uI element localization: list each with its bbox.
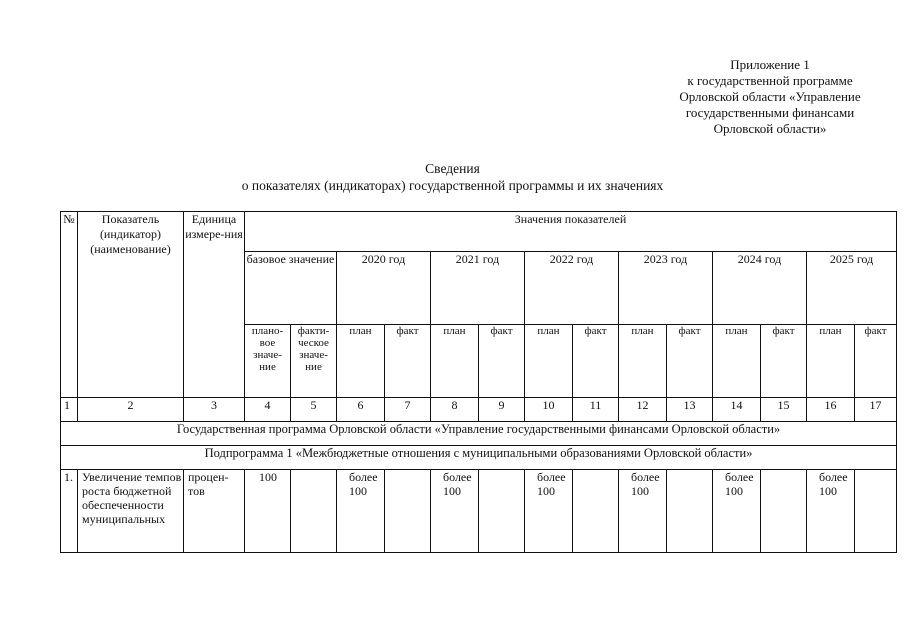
header-year: 2021 год xyxy=(431,252,525,325)
header-year: 2020 год xyxy=(337,252,431,325)
column-number: 1 xyxy=(61,398,78,422)
row-plan-2023: более 100 xyxy=(619,470,667,553)
row-base-fact xyxy=(291,470,337,553)
column-number: 6 xyxy=(337,398,385,422)
program-title: Государственная программа Орловской области «Управление государственными финансами Орловской области» xyxy=(61,422,897,446)
header-fact: факт xyxy=(479,325,525,398)
row-fact-2024 xyxy=(761,470,807,553)
program-row xyxy=(61,422,897,446)
header-plan: план xyxy=(337,325,385,398)
header-row-top xyxy=(61,212,897,252)
header-base-value: базовое значение xyxy=(245,252,337,325)
header-year: 2023 год xyxy=(619,252,713,325)
column-number: 17 xyxy=(855,398,897,422)
row-plan-2025: более 100 xyxy=(807,470,855,553)
column-number: 11 xyxy=(573,398,619,422)
row-number: 1. xyxy=(61,470,78,553)
column-number: 13 xyxy=(667,398,713,422)
column-number: 3 xyxy=(184,398,245,422)
column-number: 8 xyxy=(431,398,479,422)
column-number: 16 xyxy=(807,398,855,422)
header-fact: факт xyxy=(573,325,619,398)
row-plan-2020: более 100 xyxy=(337,470,385,553)
header-number: № xyxy=(61,212,78,398)
header-fact: факт xyxy=(385,325,431,398)
header-plan: план xyxy=(525,325,573,398)
document-title xyxy=(0,160,905,194)
appendix-line: государственными финансами xyxy=(685,105,855,120)
column-number: 7 xyxy=(385,398,431,422)
header-plan: план xyxy=(713,325,761,398)
header-year: 2024 год xyxy=(713,252,807,325)
column-number: 14 xyxy=(713,398,761,422)
title-line-2: о показателях (индикаторах) государственной программы и их значениях xyxy=(241,178,664,193)
row-fact-2025 xyxy=(855,470,897,553)
row-plan-2021: более 100 xyxy=(431,470,479,553)
column-number: 9 xyxy=(479,398,525,422)
header-unit: Единица измере-ния xyxy=(184,212,245,398)
appendix-line: Приложение 1 xyxy=(730,57,810,72)
header-indicator: Показатель (индикатор) (наименование) xyxy=(78,212,184,398)
header-fact: факт xyxy=(761,325,807,398)
header-year: 2022 год xyxy=(525,252,619,325)
indicators-table xyxy=(60,211,897,553)
header-fact: факт xyxy=(667,325,713,398)
row-plan-2024: более 100 xyxy=(713,470,761,553)
subprogram-row xyxy=(61,446,897,470)
column-number: 4 xyxy=(245,398,291,422)
column-number: 15 xyxy=(761,398,807,422)
header-plan: план xyxy=(431,325,479,398)
row-base-plan: 100 xyxy=(245,470,291,553)
table-row xyxy=(61,470,897,553)
title-line-1: Сведения xyxy=(425,161,480,176)
appendix-line: Орловской области» xyxy=(713,121,827,136)
appendix-note xyxy=(650,57,890,137)
header-values: Значения показателей xyxy=(245,212,897,252)
column-number: 2 xyxy=(78,398,184,422)
header-fact: факт xyxy=(855,325,897,398)
appendix-line: к государственной программе xyxy=(687,73,853,88)
row-fact-2021 xyxy=(479,470,525,553)
row-fact-2020 xyxy=(385,470,431,553)
header-plan: план xyxy=(619,325,667,398)
header-plan: план xyxy=(807,325,855,398)
column-number: 10 xyxy=(525,398,573,422)
row-fact-2022 xyxy=(573,470,619,553)
header-year: 2025 год xyxy=(807,252,897,325)
row-plan-2022: более 100 xyxy=(525,470,573,553)
row-indicator: Увеличение темпов роста бюджетной обеспеченности муниципальных xyxy=(78,470,184,553)
header-base-plan: плано-вое значе-ние xyxy=(245,325,291,398)
column-number-row xyxy=(61,398,897,422)
appendix-line: Орловской области «Управление xyxy=(679,89,861,104)
column-number: 12 xyxy=(619,398,667,422)
row-fact-2023 xyxy=(667,470,713,553)
column-number: 5 xyxy=(291,398,337,422)
row-unit: процен-тов xyxy=(184,470,245,553)
subprogram-title: Подпрограмма 1 «Межбюджетные отношения с муниципальными образованиями Орловской области» xyxy=(61,446,897,470)
header-base-fact: факти-ческое значе-ние xyxy=(291,325,337,398)
